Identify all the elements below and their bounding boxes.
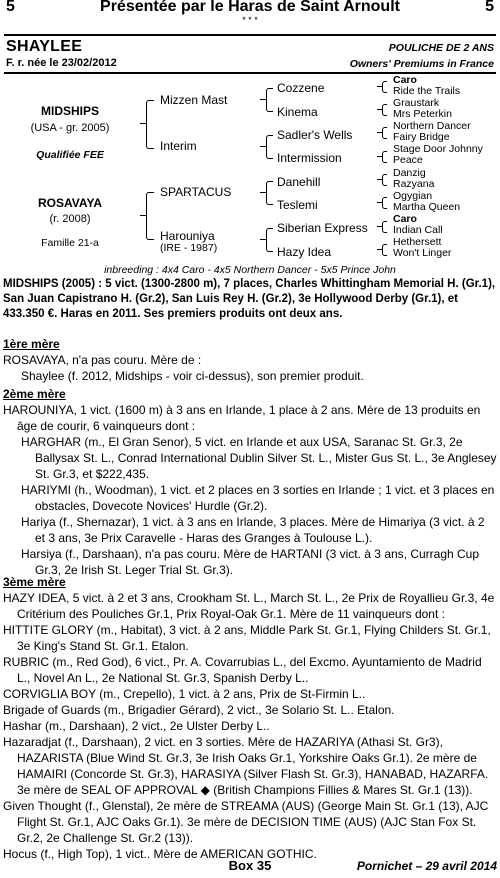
horse-name-box xyxy=(4,34,496,74)
bracket-g2-2 xyxy=(266,181,273,205)
bracket-g3-3-tick xyxy=(377,156,382,157)
third-dam-text: HAZY IDEA, 5 vict. à 2 et 3 ans, Crookham St. L., March St. L., 2e Prix de Royallieu Gr.3, 4e Critérium des Pouliches Gr.1, Prix Royal-Oak Gr.1. Mère de 11 vainqueurs dont : xyxy=(3,591,495,621)
g3-5: Teslemi xyxy=(277,198,318,212)
sire-name: MIDSHIPS xyxy=(40,104,99,118)
bracket-g3-1 xyxy=(382,104,387,116)
bracket-g3-7-tick xyxy=(377,249,382,250)
consignor-title: Présentée par le Haras de Saint Arnoult xyxy=(100,0,400,15)
bracket-g3-0 xyxy=(382,81,387,93)
second-dam-produce-harghar: HARGHAR (m., El Gran Senor), 5 vict. en Irlande et aux USA, Saranac St. Gr.3, 2e Ballysax St. L., Conrad International Dublin Silver St. L., Mister Gus St. L., 3e Anglesey St. Gr.3, et $222,435. xyxy=(21,435,497,481)
sale-place-date: Pornichet – 29 avril 2014 xyxy=(356,859,497,873)
third-dam-produce-given-thought: Given Thought (f., Glenstal), 2e mère de STREAMA (AUS) (George Main St. Gr.1 (13), AJC Flight St. Gr.1, AJC Oaks Gr.1). 3e mère de DECISION TIME (AUS) (AJC Stan Fox St. Gr.2, 2e Challenge St. Gr.2 (13)). xyxy=(3,799,489,845)
g4-12: Caro xyxy=(393,213,417,225)
g2-interim: Interim xyxy=(160,139,197,153)
g4-6: Stage Door Johnny xyxy=(393,143,483,155)
bracket-g3-6-tick xyxy=(377,226,382,227)
bracket-g2-1 xyxy=(266,135,273,159)
g3-3: Intermission xyxy=(277,151,342,165)
third-dam-heading: 3ème mère xyxy=(3,575,66,589)
g4-9: Razyana xyxy=(393,178,435,190)
header-stars: * * * xyxy=(242,15,258,25)
g4-13: Indian Call xyxy=(393,224,443,236)
g4-10: Ogygian xyxy=(393,190,433,202)
bracket-g2-2-tick xyxy=(260,192,266,193)
bracket-dam xyxy=(146,192,154,240)
bracket-g3-3 xyxy=(382,151,387,163)
g2-spartacus: SPARTACUS xyxy=(160,185,232,199)
g4-14: Hethersett xyxy=(393,236,442,248)
bracket-g2-0-tick xyxy=(260,99,266,100)
page-footer xyxy=(3,858,497,876)
g3-2: Sadler's Wells xyxy=(277,128,353,142)
second-dam-produce-hariymi: HARIYMI (h., Woodman), 1 vict. et 2 places en 3 sorties en Irlande ; 1 vict. et 3 places en obstacles, Dovecote Novices' Hurdle (Gr.2). xyxy=(21,483,495,513)
sire-paragraph xyxy=(3,277,497,322)
page-header xyxy=(0,0,500,16)
g2-harouniya: Harouniya xyxy=(160,229,215,243)
inbreeding-line: inbreeding : 4x4 Caro - 4x5 Northern Dancer - 5x5 Prince John xyxy=(104,264,396,276)
bracket-g3-2-tick xyxy=(377,132,382,133)
bracket-g2-0 xyxy=(266,88,273,112)
third-dam-produce-corviglia: CORVIGLIA BOY (m., Crepello), 1 vict. à 2 ans, Prix de St-Firmin L.. xyxy=(3,687,366,701)
horse-birth: F. r. née le 23/02/2012 xyxy=(6,57,117,69)
g3-7: Hazy Idea xyxy=(277,245,332,259)
g2-harouniya-origin: (IRE - 1987) xyxy=(160,242,218,254)
third-dam-produce-brigade: Brigade of Guards (m., Brigadier Gérard), 2 vict., 3e Solario St. L.. Etalon. xyxy=(3,703,395,717)
dam-origin: (r. 2008) xyxy=(49,213,91,225)
g3-1: Kinema xyxy=(277,105,318,119)
bracket-g3-6 xyxy=(382,221,387,233)
second-dam-section xyxy=(3,386,497,578)
dam-name: ROSAVAYA xyxy=(37,196,103,210)
second-dam-text: HAROUNIYA, 1 vict. (1600 m) à 3 ans en Irlande, 1 place à 2 ans. Mère de 13 produits en âge de courir, 6 vainqueurs dont : xyxy=(3,403,481,433)
bracket-g2-3-tick xyxy=(260,239,266,240)
third-dam-produce-hocus: Hocus (f., High Top), 1 vict.. Mère de AMERICAN GOTHIC. xyxy=(3,847,317,861)
first-dam-produce: Shaylee (f. 2012, Midships - voir ci-dessus), son premier produit. xyxy=(21,369,364,383)
bracket-g2-1-tick xyxy=(260,146,266,147)
g4-4: Northern Dancer xyxy=(393,120,471,132)
third-dam-produce-hazaradjat: Hazaradjat (f., Darshaan), 2 vict. en 3 sorties. Mère de HAZARIYA (Athasi St. Gr3), HAZARISTA (Blue Wind St. Gr.3, 3e Irish Oaks Gr.1, Yorkshire Oaks Gr.1). 2e mère de HAMAIRI (Concorde St. Gr.3), HARASIYA (Silver Flash St. Gr.3), HANABAD, HAZARFA. 3e mère de SEAL OF APPROVAL ◆ (British Champions Fillies & Mares St. Gr.1 (13)). xyxy=(3,735,489,797)
bracket-g2-3 xyxy=(266,228,273,252)
second-dam-produce-hariya: Hariya (f., Shernazar), 1 vict. à 3 ans en Irlande, 3 places. Mère de Himariya (3 vict. à 2 et 3 ans, 3e Prix Caravelle - Haras des Granges à Toulouse L.). xyxy=(21,515,485,545)
first-dam-section xyxy=(3,336,497,384)
bracket-sire-tick xyxy=(140,123,146,124)
third-dam-produce-hittite: HITTITE GLORY (m., Habitat), 3 vict. à 2 ans, Middle Park St. Gr.1, Flying Childers St. Gr.1, 3e King's Stand St. Gr.1. Etalon. xyxy=(3,623,491,653)
third-dam-section xyxy=(3,574,497,862)
lot-number-left: 5 xyxy=(6,0,15,15)
g3-4: Danehill xyxy=(277,175,321,189)
bracket-g3-5 xyxy=(382,197,387,209)
bracket-g3-5-tick xyxy=(377,202,382,203)
g4-8: Danzig xyxy=(393,167,426,179)
g3-6: Siberian Express xyxy=(277,221,368,235)
third-dam-produce-rubric: RUBRIC (m., Red God), 6 vict., Pr. A. Covarrubias L., del Excmo. Ayuntamiento de Madrid L., Novel An L., 2e National St. Gr.3, Spanish Derby L.. xyxy=(3,655,482,685)
bracket-g3-4-tick xyxy=(377,179,382,180)
g2-mizzen-mast: Mizzen Mast xyxy=(160,93,228,107)
second-dam-produce-harsiya: Harsiya (f., Darshaan), n'a pas couru. Mère de HARTANI (3 vict. à 3 ans, Curragh Cup Gr.3, 2e Irish St. Leger Trial St. Gr.3). xyxy=(21,547,480,577)
g4-7: Peace xyxy=(393,154,423,166)
first-dam-heading: 1ère mère xyxy=(3,337,60,351)
g4-5: Fairy Bridge xyxy=(393,131,450,143)
bracket-g3-2 xyxy=(382,127,387,139)
first-dam-text: ROSAVAYA, n'a pas couru. Mère de : xyxy=(3,353,202,367)
second-dam-heading: 2ème mère xyxy=(3,387,66,401)
horse-name: SHAYLEE xyxy=(6,38,83,55)
third-dam-produce-hashar: Hashar (m., Darshaan), 2 vict., 2e Ulster Derby L.. xyxy=(3,719,270,733)
sire-origin: (USA - gr. 2005) xyxy=(30,122,110,134)
bracket-sire xyxy=(146,100,154,149)
lot-number-right: 5 xyxy=(485,0,494,15)
bracket-g3-1-tick xyxy=(377,109,382,110)
g4-2: Graustark xyxy=(393,97,440,109)
sire-qualification: Qualifiée FEE xyxy=(36,149,104,161)
bracket-g3-0-tick xyxy=(377,86,382,87)
g4-15: Won't Linger xyxy=(393,247,452,259)
g4-1: Ride the Trails xyxy=(393,85,461,97)
bracket-dam-tick xyxy=(140,215,146,216)
g4-11: Martha Queen xyxy=(393,201,461,213)
g4-0: Caro xyxy=(393,74,417,86)
bracket-g3-7 xyxy=(382,244,387,256)
sire-description: MIDSHIPS (2005) : 5 vict. (1300-2800 m), 7 places, Charles Whittingham Memorial H. (Gr.1), San Juan Capistrano H. (Gr.2), San Luis Rey H. (Gr.2), 3e Hollywood Derby (Gr.1), et 433.350 €. Haras en 2011. Ses premiers produits ont deux ans. xyxy=(3,278,496,320)
horse-sex-age: POULICHE DE 2 ANS xyxy=(388,42,494,54)
g3-0: Cozzene xyxy=(277,81,325,95)
box-number: Box 35 xyxy=(228,858,272,873)
owners-premiums: Owners' Premiums in France xyxy=(349,58,494,70)
pedigree-table xyxy=(0,72,500,272)
g4-3: Mrs Peterkin xyxy=(393,108,452,120)
dam-family: Famille 21-a xyxy=(41,237,99,249)
bracket-g3-4 xyxy=(382,174,387,186)
